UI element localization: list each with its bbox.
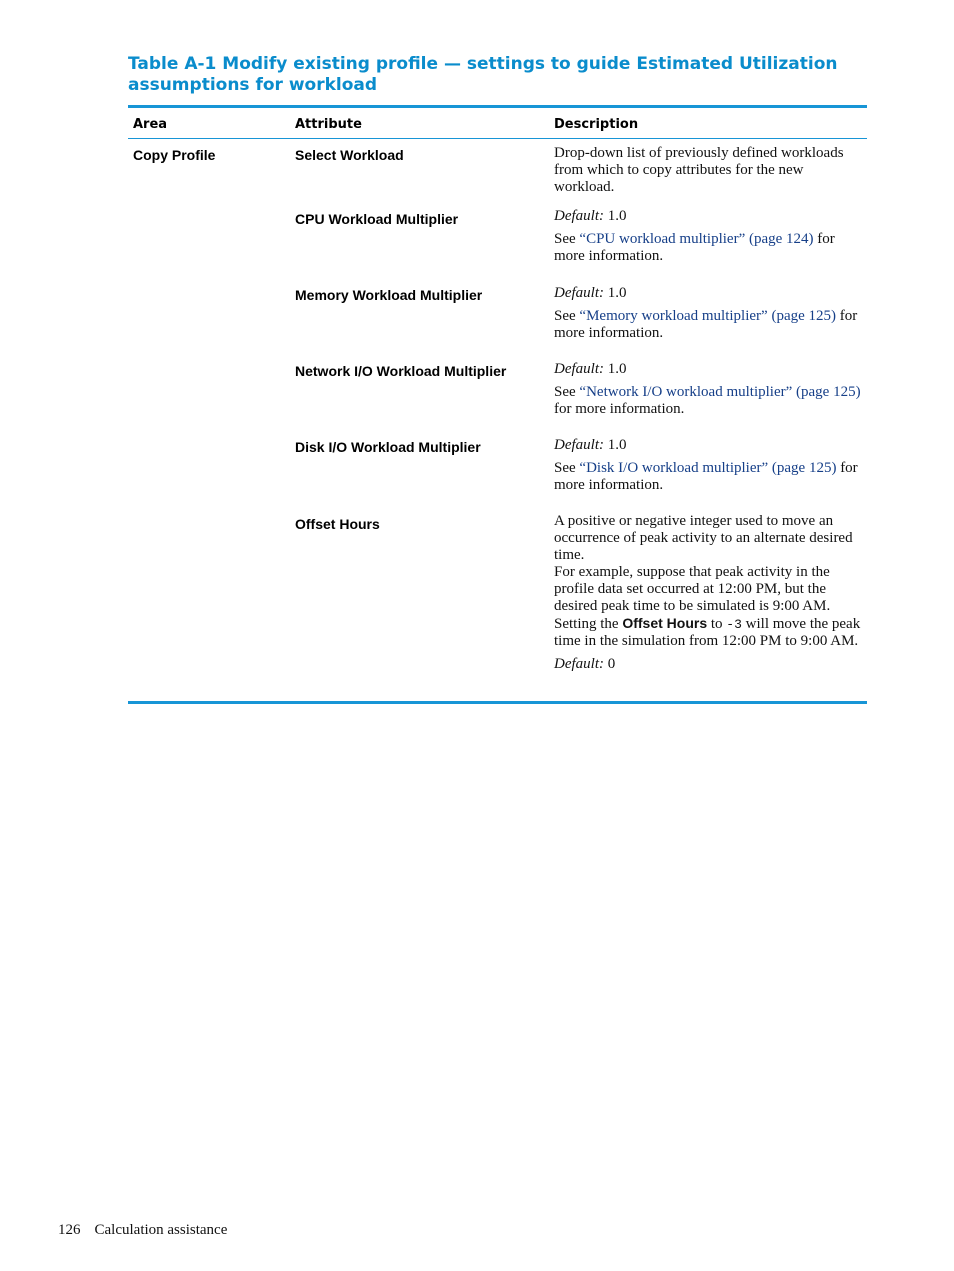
attribute-memory-workload-multiplier: Memory Workload Multiplier	[295, 287, 483, 303]
table-body	[128, 139, 867, 701]
description-disk-io-workload-multiplier	[554, 437, 866, 494]
table-bottom-rule	[128, 701, 867, 704]
attribute-disk-io-workload-multiplier: Disk I/O Workload Multiplier	[295, 439, 481, 455]
attribute-network-io-workload-multiplier: Network I/O Workload Multiplier	[295, 363, 507, 379]
memory-workload-multiplier-link[interactable]: “Memory workload multiplier” (page 125)	[579, 308, 837, 324]
see-suffix: for more information.	[554, 231, 835, 264]
default-line	[554, 361, 866, 378]
offset-text-a: Setting the	[554, 616, 623, 632]
default-value: 1.0	[604, 285, 627, 301]
see-prefix: See	[554, 308, 580, 324]
disk-io-workload-multiplier-link[interactable]: “Disk I/O workload multiplier” (page 125)	[579, 460, 837, 476]
default-line	[554, 285, 866, 302]
see-prefix: See	[554, 384, 580, 400]
see-line	[554, 460, 866, 494]
offset-paragraph-2: For example, suppose that peak activity in the profile data set occurred at 12:00 PM, but the desired peak time to be simulated is 9:00 AM.	[554, 564, 831, 614]
attribute-select-workload: Select Workload	[295, 147, 404, 163]
offset-code-value: -3	[726, 617, 742, 632]
see-line	[554, 231, 866, 265]
description-cpu-workload-multiplier	[554, 208, 866, 265]
header-description: Description	[554, 117, 639, 132]
description-select-workload	[554, 145, 866, 196]
attribute-offset-hours: Offset Hours	[295, 516, 380, 532]
table-header-row	[128, 108, 867, 139]
area-cell: Copy Profile	[133, 147, 216, 163]
see-prefix: See	[554, 231, 580, 247]
see-suffix: for more information.	[554, 401, 685, 417]
default-label: Default:	[554, 361, 604, 377]
network-io-workload-multiplier-link[interactable]: “Network I/O workload multiplier” (page 125)	[579, 384, 861, 400]
description-network-io-workload-multiplier	[554, 361, 866, 418]
offset-paragraph-3	[554, 615, 866, 650]
offset-paragraph-1: A positive or negative integer used to move an occurrence of peak activity to an alternate desired time.	[554, 513, 853, 563]
see-line	[554, 308, 866, 342]
header-attribute: Attribute	[295, 117, 362, 132]
offset-text-c: will move the peak time in the simulation from 12:00 PM to 9:00 AM.	[554, 616, 861, 649]
default-value: 1.0	[604, 208, 627, 224]
default-label: Default:	[554, 285, 604, 301]
attribute-cpu-workload-multiplier: CPU Workload Multiplier	[295, 211, 459, 227]
table-title: Table A-1 Modify existing profile — settings to guide Estimated Utilization assumptions for workload	[128, 54, 838, 95]
default-line	[554, 656, 866, 673]
see-line	[554, 384, 866, 418]
description-text: Drop-down list of previously defined workloads from which to copy attributes for the new workload.	[554, 145, 844, 195]
see-suffix: for more information.	[554, 308, 858, 341]
see-suffix: for more information.	[554, 460, 858, 493]
description-offset-hours	[554, 513, 866, 673]
cpu-workload-multiplier-link[interactable]: “CPU workload multiplier” (page 124)	[579, 231, 814, 247]
footer-section: Calculation assistance	[94, 1222, 228, 1238]
header-area: Area	[133, 117, 168, 132]
default-label: Default:	[554, 656, 604, 672]
default-label: Default:	[554, 437, 604, 453]
default-label: Default:	[554, 208, 604, 224]
see-prefix: See	[554, 460, 580, 476]
offset-text-b: to	[707, 616, 727, 632]
page-footer	[58, 1222, 227, 1239]
default-value: 1.0	[604, 361, 627, 377]
default-value: 1.0	[604, 437, 627, 453]
description-memory-workload-multiplier	[554, 285, 866, 342]
default-line	[554, 437, 866, 454]
page-number: 126	[58, 1222, 81, 1238]
settings-table	[128, 105, 867, 704]
default-line	[554, 208, 866, 225]
offset-hours-keyword: Offset Hours	[622, 615, 708, 631]
default-value: 0	[604, 656, 616, 672]
